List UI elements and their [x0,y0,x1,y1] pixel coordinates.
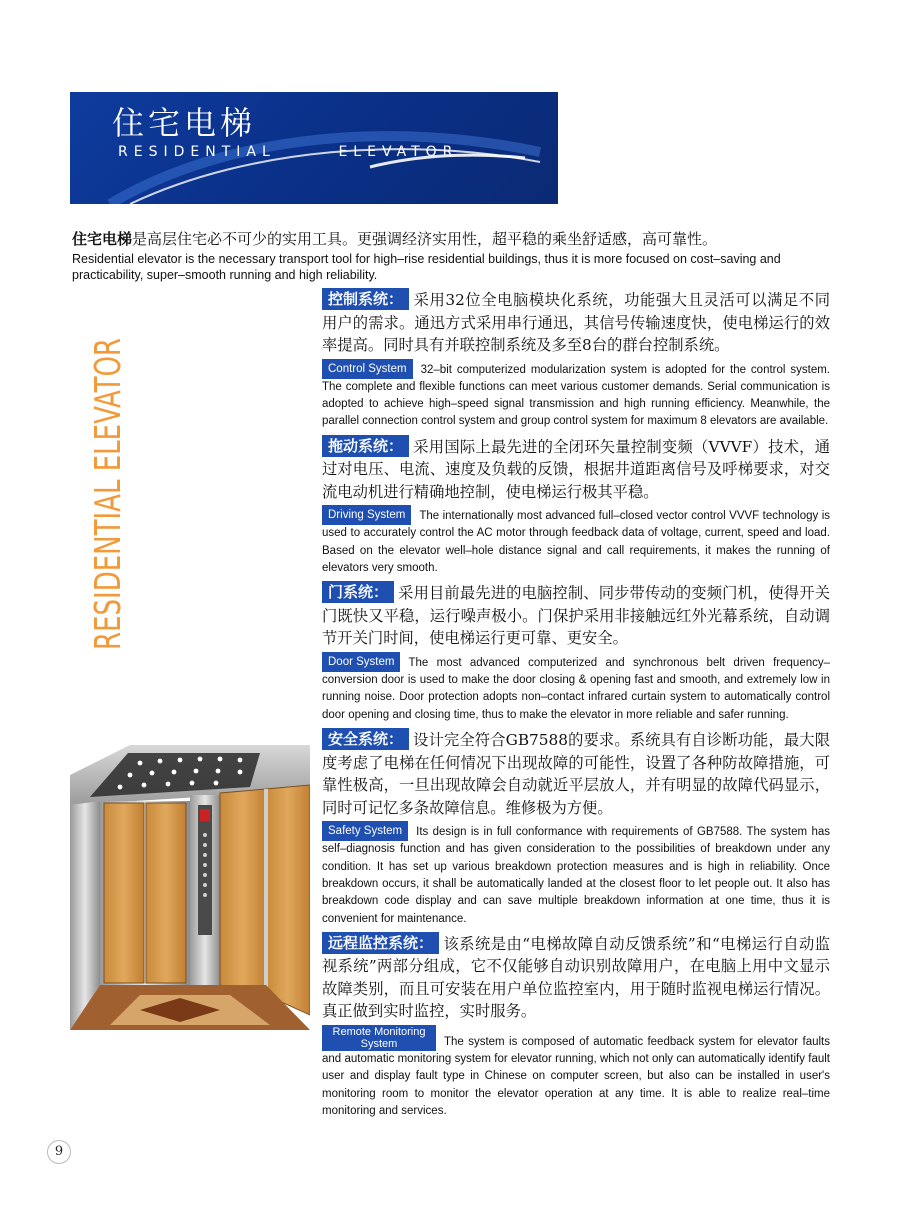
intro-en: Residential elevator is the necessary transport tool for high–rise residential buildings, thus it is more focused on cost–saving and practicability, super–smooth running and high reliability. [72,252,781,282]
title-banner [70,92,558,204]
label-control-en: Control System [322,359,413,379]
section-remote [322,932,830,1120]
text-control-cn: 采用32位全电脑模块化系统，功能强大且灵活可以满足不同用户的需求。通迅方式采用串行通迅，其信号传输速度快，使电梯运行的效率提高。同时具有并联控制系统及多至8台的群台控制系统。 [322,291,830,354]
page-number: 9 [47,1140,71,1164]
intro [72,228,832,283]
banner-title-cn: 住宅电梯 [112,104,257,142]
intro-lead-bold: 住宅电梯 [72,230,133,248]
label-door-cn: 门系统： [322,581,394,603]
banner-title-en: RESIDENTIAL ELEVATOR [118,144,459,160]
text-driving-en: The internationally most advanced full–closed vector control VVVF technology is used to accurately control the AC motor through feedback data of voltage, current, speed and load. Based on the elevator well–hole distance signal and call requirements, it makes the running of elevators very smooth. [322,510,830,575]
label-door-en: Door System [322,652,400,672]
label-driving-cn: 拖动系统： [322,435,409,457]
side-title-text: RESIDENTIAL ELEVATOR [88,336,129,650]
label-remote-en: Remote Monitoring System [322,1025,436,1051]
system-list [322,288,830,1124]
text-safety-en: Its design is in full conformance with requirements of GB7588. The system has self–diagnosis function and has given consideration to the possibilities of breakdown under any condition. It has set up various breakdown protection measures and is high in reliability. Once breakdown occurs, it shall be automatically landed at the closest floor to let people out. It also has breakdown code display and can save multiple breakdown information at one time, thus it is convenient for maintenance. [322,826,830,925]
intro-cn [72,228,832,250]
text-door-en: The most advanced computerized and synchronous belt driven frequency–conversion door is used to make the door closing & opening fast and smooth, and extremely low in running noise. Door protection adopts non–contact infrared curtain system to automatically control door opening and closing time, thus to make the elevator in more reliable and safer running. [322,656,830,721]
text-remote-cn: 该系统是由“电梯故障自动反馈系统”和“电梯运行自动监视系统”两部分组成，它不仅能够自动识别故障用户，在电脑上用中文显示故障类别，而且可安装在用户单位监控室内，用于随时监视电梯运行情况。真正做到实时监控，实时服务。 [322,934,830,1021]
label-control-cn: 控制系统： [322,288,409,310]
label-safety-en: Safety System [322,821,408,841]
section-door [322,581,830,724]
text-safety-cn: 设计完全符合GB7588的要求。系统具有自诊断功能，最大限度考虑了电梯在任何情况下出现故障的可能性，设置了各种防故障措施，可靠性极高，一旦出现故障会自动就近平层放人，并有明显的故障代码显示，同时可记忆多条故障信息。维修极为方便。 [322,731,830,817]
label-driving-en: Driving System [322,505,411,525]
text-driving-cn: 采用国际上最先进的全闭环矢量控制变频（VVVF）技术，通过对电压、电流、速度及负载的反馈，根据井道距离信号及呼梯要求，对交流电动机进行精确地控制，使电梯运行极其平稳。 [322,437,830,501]
text-remote-en: The system is composed of automatic feedback system for elevator faults and automatic monitoring system for elevator running, which not only can automatically identify fault user and display fault type in Chinese on computer screen, but also can be installed in user's monitoring room to monitor the elevator operation at any time. It is able to realize real–time monitoring and services. [322,1035,830,1118]
label-remote-cn: 远程监控系统： [322,932,439,954]
section-safety [322,728,830,928]
elevator-cabin-image [70,745,310,1030]
label-safety-cn: 安全系统： [322,728,409,750]
section-control [322,288,830,431]
text-door-cn: 采用目前最先进的电脑控制、同步带传动的变频门机，使得开关门既快又平稳，运行噪声极小。门保护采用非接触远红外光幕系统，自动调节开关门时间，使电梯运行更可靠、更安全。 [322,584,830,648]
side-title [86,336,130,652]
text-control-en: 32–bit computerized modularization system is adopted for the control system. The complete and flexible functions can meet various customer demands. Serial communication is adopted to achieve high–speed signal transmission and high running efficiency. Meanwhile, the parallel connection control system and group control system for maximum 8 elevators are available. [322,363,830,428]
section-driving [322,435,830,578]
intro-lead-rest: 是高层住宅必不可少的实用工具。更强调经济实用性，超平稳的乘坐舒适感，高可靠性。 [132,230,718,248]
